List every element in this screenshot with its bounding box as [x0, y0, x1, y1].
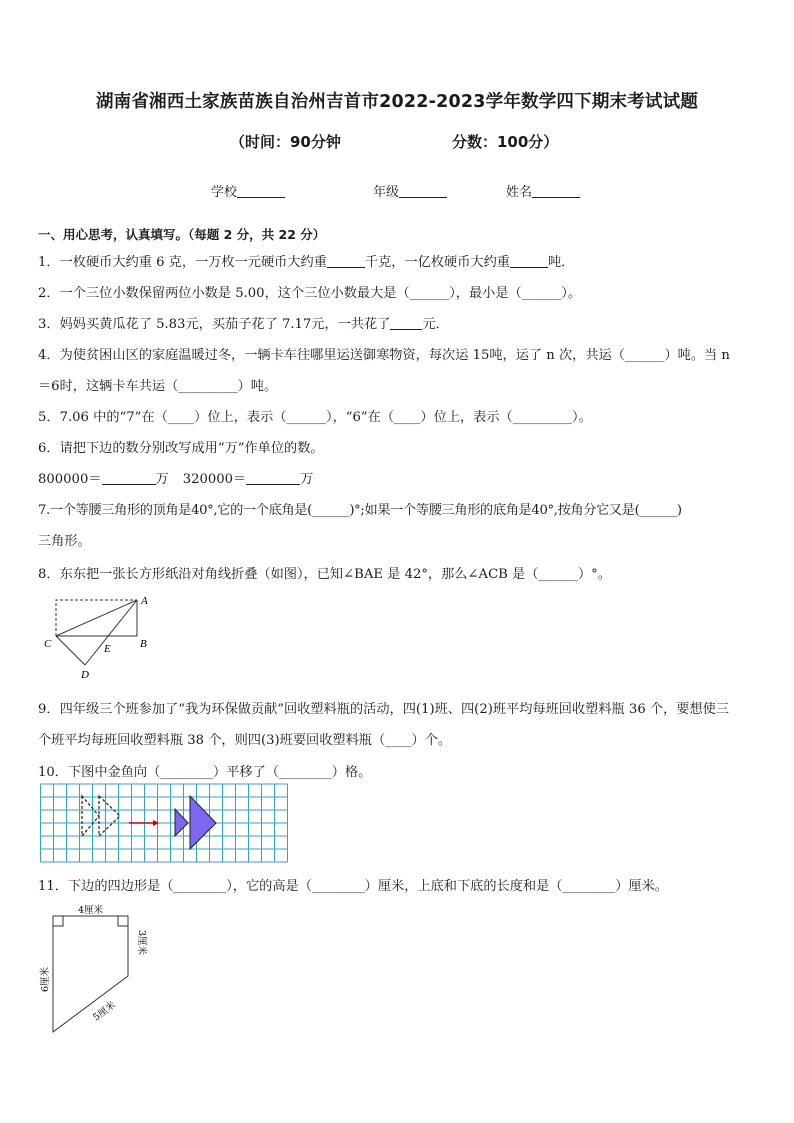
q6-unit-1: 万	[155, 472, 169, 487]
q3-blank[interactable]	[390, 316, 422, 330]
q10-arrow-head	[153, 820, 159, 826]
q6-blank-1[interactable]	[102, 471, 156, 485]
q8-folded-rectangle-figure	[40, 592, 160, 684]
q8-diagonal-ca	[56, 600, 137, 636]
name-field	[506, 181, 580, 200]
q10-moved-fish-body	[175, 809, 188, 836]
question-6-line-1: 6．请把下边的数分别改写成用“万”作单位的数。	[38, 441, 324, 456]
q1-text-b: 千克，一亿枚硬币大约重	[364, 255, 510, 270]
question-5: 5．7.06 中的“7”在（____）位上，表示（______），“6”在（____）位上，表示（_________）。	[38, 410, 592, 425]
q11-label-left: 6厘米	[40, 966, 51, 992]
q8-side-cd	[56, 636, 85, 665]
q8-label-a: A	[141, 595, 148, 607]
q10-original-fish-head	[99, 796, 120, 836]
q8-side-da	[85, 600, 137, 665]
question-2: 2．一个三位小数保留两位小数是 5.00，这个三位小数最大是（______），最小是（______）。	[38, 286, 582, 301]
question-4-line-1: 4．为使贫困山区的家庭温暖过冬，一辆卡车往哪里运送御寒物资，每次运 15吨，运了 n 次，共运（______）吨。当 n	[38, 348, 730, 363]
q8-label-b: B	[140, 638, 147, 650]
q11-right-angle-right	[118, 916, 128, 926]
grade-field	[373, 181, 447, 200]
q3-text-b: 元．	[422, 317, 449, 332]
q10-goldfish-grid-figure	[40, 783, 288, 867]
question-8: 8．东东把一张长方形纸沿对角线折叠（如图），已知∠BAE 是 42°，那么∠ACB 是（______）°。	[38, 567, 611, 582]
question-3	[38, 313, 449, 332]
q11-label-top: 4厘米	[78, 905, 104, 916]
question-9-line-2: 个班平均每班回收塑料瓶 38 个，则四(3)班要回收塑料瓶（____）个。	[38, 733, 452, 748]
question-7-line-1: 7.一个等腰三角形的顶角是40°,它的一个底角是(______)°;如果一个等腰三角形的底角是40°,按角分它又是(______)	[38, 503, 682, 518]
section-1-heading: 一、用心思考，认真填写。（每题 2 分，共 22 分）	[38, 227, 326, 242]
q6-blank-2[interactable]	[246, 471, 300, 485]
q8-label-e: E	[104, 643, 111, 655]
school-blank[interactable]	[237, 184, 285, 198]
name-blank[interactable]	[532, 184, 580, 198]
q6-number-1: 800000＝	[38, 472, 102, 487]
q10-grid	[41, 784, 288, 862]
question-10: 10．下图中金鱼向（________）平移了（________）格。	[38, 765, 372, 780]
school-label: 学校	[211, 185, 238, 200]
q1-blank-1[interactable]	[327, 254, 365, 268]
q10-moved-fish-head	[190, 796, 216, 849]
q11-label-slant: 5厘米	[91, 999, 118, 1024]
q1-text-c: 吨．	[547, 255, 575, 270]
page-title: 湖南省湘西土家族苗族自治州吉首市2022-2023学年数学四下期末考试试题	[95, 92, 699, 112]
grade-blank[interactable]	[399, 184, 447, 198]
q8-label-c: C	[44, 638, 52, 650]
question-7-line-2: 三角形。	[38, 534, 91, 549]
question-9-line-1: 9．四年级三个班参加了“我为环保做贡献”回收塑料瓶的活动，四(1)班、四(2)班平均每班回收塑料瓶 36 个，要想使三	[38, 702, 730, 717]
q6-unit-2: 万	[300, 472, 314, 487]
question-11: 11．下边的四边形是（________），它的高是（________）厘米，上底和下底的长度和是（________）厘米。	[38, 879, 668, 894]
q11-label-right: 3厘米	[136, 930, 147, 956]
name-label: 姓名	[506, 185, 533, 200]
q8-label-d: D	[81, 669, 89, 681]
school-field	[211, 181, 285, 200]
question-1	[38, 251, 574, 270]
q10-original-fish-body	[82, 796, 99, 836]
q1-blank-2[interactable]	[510, 254, 548, 268]
question-6-line-2	[38, 468, 313, 487]
q3-text-a: 3．妈妈买黄瓜花了 5.83元，买茄子花了 7.17元，一共花了	[38, 317, 391, 332]
question-4-line-2: ＝6时，这辆卡车共运（_________）吨。	[38, 379, 278, 394]
q1-text-a: 1．一枚硬币大约重 6 克，一万枚一元硬币大约重	[38, 255, 327, 270]
grade-label: 年级	[373, 185, 400, 200]
q11-right-angle-left	[53, 916, 63, 926]
q11-right-trapezoid-figure	[36, 902, 166, 1040]
q6-number-2: 320000＝	[182, 472, 247, 487]
exam-score: 分数：100分）	[452, 133, 559, 151]
exam-time: （时间：90分钟	[230, 133, 341, 151]
